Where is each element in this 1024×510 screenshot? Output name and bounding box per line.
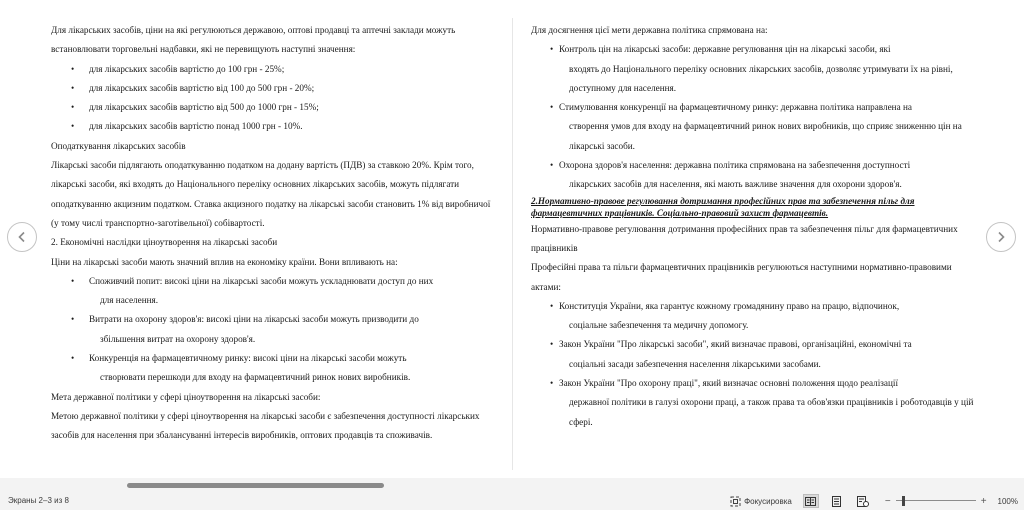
list-item-continuation: лікарських засобів для населення, які мають важливе значення для охорони здоров'я. bbox=[569, 179, 902, 190]
previous-page-button[interactable] bbox=[7, 222, 37, 252]
goal-heading: Мета державної політики у сфері ціноутворення на лікарські засоби: bbox=[51, 391, 321, 402]
zoom-in-button[interactable]: + bbox=[980, 495, 987, 507]
aims-intro: Для досягнення цієї мети державна політика спрямована на: bbox=[531, 25, 768, 35]
list-item-continuation: соціальні засади забезпечення населення лікарськими засобами. bbox=[569, 358, 821, 369]
list-item bbox=[51, 349, 498, 388]
list-item: • для лікарських засобів вартістю понад 1000 грн - 10%. bbox=[51, 117, 498, 136]
zoom-track bbox=[896, 500, 976, 501]
list-item-continuation: збільшення витрат на охорону здоров'я. bbox=[100, 333, 256, 344]
econ-heading: 2. Економічні наслідки ціноутворення на лікарські засоби bbox=[51, 237, 278, 248]
markup-intro: Для лікарських засобів, ціни на які регулюються державою, оптові продавці та аптечні заклади можуть встановлювати торговельні надбавки, які не перевищують наступні значення: bbox=[51, 25, 456, 55]
list-item-line: • Конкуренція на фармацевтичному ринку: високі ціни на лікарські засоби можуть bbox=[89, 353, 407, 364]
effects-list bbox=[51, 272, 498, 388]
list-item bbox=[51, 272, 498, 311]
focus-button[interactable] bbox=[730, 496, 792, 507]
right-page bbox=[531, 21, 977, 432]
reg-heading: Нормативно-правове регулювання дотримання професійних прав та забезпечення пільг для фармацевтичних працівників bbox=[531, 223, 958, 253]
list-item-line: • Контроль цін на лікарські засоби: державне регулювання цін на лікарські засоби, які bbox=[559, 44, 891, 55]
list-item-line: • Витрати на охорону здоров'я: високі ціни на лікарські засоби можуть призводити до bbox=[89, 314, 419, 325]
left-page bbox=[51, 21, 498, 446]
zoom-level[interactable]: 100% bbox=[997, 496, 1018, 506]
tax-paragraph: Лікарські засоби підлягають оподаткуванню податком на додану вартість (ПДВ) за ставкою 20%. Крім того, лікарські засоби, які входять до Національного переліку основних лікарських засобів, можуть підлягати оподаткуванню акцизним податком. Ставка акцизного податку на лікарські засоби становить 1% від виробничої (у тому числі транспортно-заготівельної) собівартості. bbox=[51, 160, 491, 228]
reg-intro: Професійні права та пільги фармацевтичних працівників регулюються наступними нормативно-правовими актами: bbox=[531, 262, 952, 292]
web-layout-button[interactable] bbox=[856, 495, 870, 507]
list-item: • для лікарських засобів вартістю до 100 грн - 25%; bbox=[51, 60, 498, 79]
acts-list bbox=[531, 297, 977, 432]
list-item-continuation: для населення. bbox=[100, 295, 159, 306]
markup-list bbox=[51, 60, 498, 137]
tax-heading: Оподаткування лікарських засобів bbox=[51, 140, 186, 151]
page-divider bbox=[512, 18, 513, 470]
zoom-slider[interactable] bbox=[896, 496, 976, 506]
status-bar bbox=[0, 492, 1024, 510]
list-item bbox=[531, 374, 977, 432]
read-mode-button[interactable] bbox=[804, 495, 818, 507]
chevron-right-icon bbox=[995, 231, 1007, 243]
list-item bbox=[531, 156, 977, 195]
list-item: • для лікарських засобів вартістю від 500 до 1000 грн - 15%; bbox=[51, 98, 498, 117]
list-item bbox=[531, 335, 977, 374]
goal-paragraph: Метою державної політики у сфері ціноутворення на лікарські засоби є забезпечення доступності лікарських засобів для населення при збалансуванні інтересів виробників, оптових продавців та споживачів. bbox=[51, 410, 480, 441]
list-item-continuation: державної політики в галузі охорони праці, а також права та обов'язки працівників і роботодавців у цій сфері. bbox=[569, 397, 974, 427]
aims-list bbox=[531, 40, 977, 194]
list-item bbox=[531, 98, 977, 156]
screen-counter: Экраны 2–3 из 8 bbox=[8, 496, 69, 505]
focus-label: Фокусировка bbox=[744, 496, 792, 506]
print-layout-icon bbox=[832, 496, 841, 507]
print-layout-button[interactable] bbox=[830, 495, 844, 507]
focus-icon bbox=[730, 496, 741, 507]
list-item-line: • Стимулювання конкуренції на фармацевтичному ринку: державна політика направлена на bbox=[559, 102, 912, 113]
list-item bbox=[531, 297, 977, 336]
status-controls bbox=[730, 493, 1018, 509]
chevron-left-icon bbox=[16, 231, 28, 243]
next-page-button[interactable] bbox=[986, 222, 1016, 252]
list-item-line: • Охорона здоров'я населення: державна політика спрямована на забезпечення доступності bbox=[559, 160, 911, 171]
list-item-continuation: соціальне забезпечення та медичну допомогу. bbox=[569, 320, 749, 331]
read-mode-icon bbox=[805, 497, 816, 506]
zoom-thumb[interactable] bbox=[902, 496, 905, 506]
list-item-line: • Конституція України, яка гарантує кожному громадянину право на працю, відпочинок, bbox=[559, 300, 900, 311]
web-layout-icon bbox=[857, 496, 869, 507]
list-item: • для лікарських засобів вартістю від 100 до 500 грн - 20%; bbox=[51, 79, 498, 98]
list-item-continuation: створювати перешкоди для входу на фармацевтичний ринок нових виробників. bbox=[100, 372, 411, 383]
list-item-line: • Закон України "Про охорону праці", який визначає основні положення щодо реалізації bbox=[559, 378, 899, 389]
list-item bbox=[531, 40, 977, 98]
horizontal-scrollbar[interactable] bbox=[0, 478, 1024, 492]
list-item bbox=[51, 310, 498, 349]
list-item-line: • Споживчий попит: високі ціни на лікарські засоби можуть ускладнювати доступ до них bbox=[89, 275, 434, 286]
list-item-continuation: створення умов для входу на фармацевтичний ринок нових виробників, що сприяє зниженню цін на лікарські засоби. bbox=[569, 121, 962, 151]
econ-intro: Ціни на лікарські засоби мають значний вплив на економіку країни. Вони впливають на: bbox=[51, 256, 398, 267]
list-item-line: • Закон України "Про лікарські засоби", який визначає правові, організаційні, економічні та bbox=[559, 339, 912, 350]
list-item-continuation: входять до Національного переліку основних лікарських засобів, дозволяє утримувати їх на рівні, доступному для населення. bbox=[569, 63, 953, 93]
zoom-out-button[interactable]: − bbox=[884, 495, 891, 507]
scrollbar-thumb[interactable] bbox=[127, 483, 384, 488]
section-heading: 2.Нормативно-правове регулювання дотримання професійних прав та забезпечення пільг для фармацевтичних працівників. Соціально-правовий захист фармацевтів. bbox=[531, 195, 915, 219]
